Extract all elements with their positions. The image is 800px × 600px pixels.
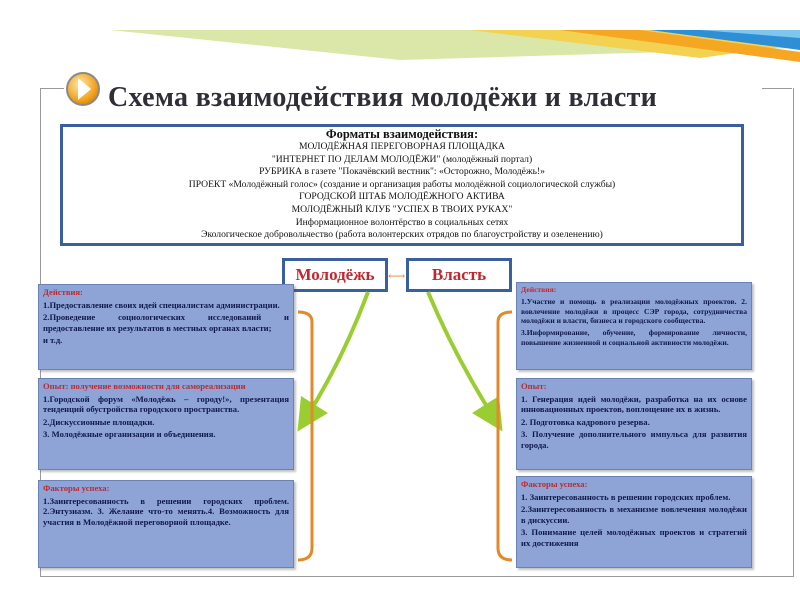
power-success-panel xyxy=(516,476,752,568)
panel-item: 3. Молодёжные организации и объединения. xyxy=(43,429,216,440)
panel-item: 2. Подготовка кадрового резерва. xyxy=(521,416,650,427)
power-to-right-arrow xyxy=(428,292,494,418)
panel-item: 2.Проведение социологических исследований и предоставление их результатов в местных органах власти; xyxy=(43,312,289,333)
power-experience-panel xyxy=(516,378,752,470)
panel-item: 3. Получение дополнительного импульса для развития города. xyxy=(521,429,747,450)
panel-heading: Факторы успеха: xyxy=(43,483,110,493)
format-item: РУБРИКА в газете "Покачёвский вестник": «Осторожно, Молодёжь!» xyxy=(259,166,545,178)
panel-item: 3.Информирование, обучение, формирование личности, повышение жизненной и социальной активности молодёжи. xyxy=(521,328,747,347)
formats-heading: Форматы взаимодействия: xyxy=(325,127,479,141)
panel-item: 1.Предоставление своих идей специалистам администрации. xyxy=(43,299,280,310)
power-label: Власть xyxy=(406,258,512,292)
panel-item: 1.Участие и помощь в реализации молодёжных проектов. 2. вовлечение молодёжи в процесс СЭР города, сотрудничества молодёжи и власти, бизнеса и городского сообщества. xyxy=(521,296,747,326)
panel-heading: Факторы успеха: xyxy=(521,479,588,489)
panel-item: 1. Генерация идей молодёжи, разработка на их основе инновационных проектов, воплощение их в жизнь. xyxy=(521,393,747,415)
youth-label: Молодёжь xyxy=(282,258,388,292)
power-actions-panel xyxy=(516,282,752,370)
format-item: ПРОЕКТ «Молодёжный голос» (создание и организация работы молодёжной социологической службы) xyxy=(188,178,616,190)
format-item: Экологическое добровольчество (работа волонтерских отрядов по благоустройству и озеленению) xyxy=(201,229,603,241)
format-item: МОЛОДЁЖНАЯ ПЕРЕГОВОРНАЯ ПЛОЩАДКА xyxy=(299,141,505,152)
panel-item: 2.Дискуссионные площадки. xyxy=(43,416,155,427)
left-bracket xyxy=(298,312,312,560)
panel-item: 1.Городской форум «Молодёжь – городу!», презентация тенденций обустройства городского пространства. xyxy=(43,393,289,415)
slide-title: Схема взаимодействия молодёжи и власти xyxy=(108,82,658,113)
panel-item: 1.Заинтересованность в решении городских проблем. 2.Энтузиазм. 3. Желание что-то менять.4. Возможность для участия в Молодёжной переговорной площадке. xyxy=(43,495,289,527)
panel-item: и т.д. xyxy=(43,335,63,346)
double-arrow-icon: ⟷ xyxy=(388,269,406,283)
right-bracket xyxy=(498,312,512,560)
panel-heading: Опыт: xyxy=(521,381,547,391)
format-item: "ИНТЕРНЕТ ПО ДЕЛАМ МОЛОДЁЖИ" (молодёжный портал) xyxy=(271,153,533,165)
youth-actions-panel xyxy=(38,284,294,370)
panel-item: 1. Заинтересованность в решении городских проблем. xyxy=(521,491,731,502)
youth-experience-panel xyxy=(38,378,294,470)
panel-item: 2.Заинтересованность в механизме вовлечения молодёжи в дискуссии. xyxy=(521,504,747,525)
format-item: Информационное волонтёрство в социальных сетях xyxy=(295,216,509,228)
format-item: МОЛОДЁЖНЫЙ КЛУБ "УСПЕХ В ТВОИХ РУКАХ" xyxy=(291,203,513,215)
format-item: ГОРОДСКОЙ ШТАБ МОЛОДЁЖНОГО АКТИВА xyxy=(299,191,505,203)
panel-heading: Действия: xyxy=(43,287,83,297)
panel-heading: Действия: xyxy=(521,285,557,294)
youth-to-left-arrow xyxy=(306,292,368,418)
youth-success-panel xyxy=(38,480,294,568)
panel-heading: Опыт: получение возможности для самореализации xyxy=(43,381,246,391)
panel-item: 3. Понимание целей молодёжных проектов и стратегий их достижения xyxy=(521,527,747,548)
